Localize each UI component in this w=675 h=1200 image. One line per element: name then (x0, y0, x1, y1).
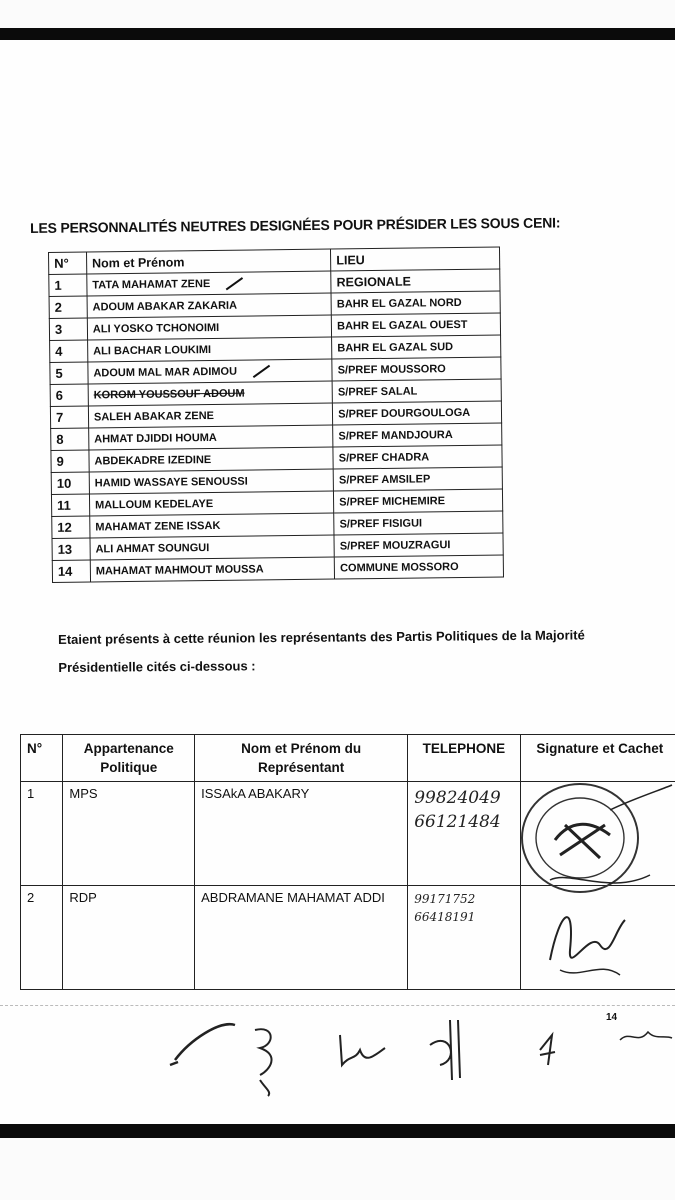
row-name: MAHAMAT MAHMOUT MOUSSA (90, 557, 335, 582)
handwritten-phone: 99824049 (414, 788, 501, 808)
handwritten-initials-icon (160, 1010, 675, 1100)
row-number: 7 (50, 406, 88, 428)
row-telephone (408, 782, 520, 886)
row-party: RDP (63, 886, 195, 990)
row-name: SALEH ABAKAR ZENE (88, 403, 333, 428)
row-number: 8 (51, 428, 89, 450)
row-name: AHMAT DJIDDI HOUMA (89, 425, 334, 450)
official-stamp-icon (510, 780, 675, 900)
header-name: Nom et Prénom (86, 249, 331, 274)
checkmark-icon (252, 364, 269, 377)
row-lieu: S/PREF AMSILEP (333, 467, 502, 491)
header-lieu: LIEU (331, 247, 500, 271)
row-lieu: BAHR EL GAZAL SUD (332, 335, 501, 359)
row-telephone (408, 886, 520, 990)
signature-icon (540, 890, 630, 990)
row-lieu: S/PREF MOUZRAGUI (334, 533, 503, 557)
row-number: 11 (51, 494, 89, 516)
header-number: N° (21, 735, 63, 782)
row-lieu: COMMUNE MOSSORO (334, 555, 503, 579)
row-number: 9 (51, 450, 89, 472)
row-number: 4 (50, 340, 88, 362)
header-representative: Nom et Prénom du Représentant (195, 735, 408, 782)
row-representative: ABDRAMANE MAHAMAT ADDI (195, 886, 408, 990)
row-number: 1 (49, 274, 87, 296)
row-number: 1 (21, 782, 63, 886)
row-name: MAHAMAT ZENE ISSAK (90, 513, 335, 538)
row-lieu: BAHR EL GAZAL NORD (331, 291, 500, 315)
section-heading: LES PERSONNALITÉS NEUTRES DESIGNÉES POUR PRÉSIDER LES SOUS CENI: (30, 214, 561, 236)
row-number: 3 (49, 318, 87, 340)
row-lieu: S/PREF MANDJOURA (333, 423, 502, 447)
row-lieu: S/PREF DOURGOULOGA (333, 401, 502, 425)
neutral-personalities-table (48, 246, 504, 582)
scan-bottom-border (0, 1124, 675, 1138)
header-party: Appartenance Politique (63, 735, 195, 782)
row-name: ALI AHMAT SOUNGUI (90, 535, 335, 560)
scan-top-border (0, 28, 675, 40)
row-number: 14 (52, 560, 90, 582)
header-telephone: TELEPHONE (408, 735, 520, 782)
handwritten-phone: 66121484 (414, 812, 501, 832)
row-number: 13 (52, 538, 90, 560)
row-lieu: BAHR EL GAZAL OUEST (331, 313, 500, 337)
row-number: 2 (49, 296, 87, 318)
row-name: TATA MAHAMAT ZENE (87, 271, 332, 296)
row-party: MPS (63, 782, 195, 886)
row-name: ALI BACHAR LOUKIMI (88, 337, 333, 362)
row-name-struck: KOROM YOUSSOUF ADOUM (88, 381, 333, 406)
row-name: ABDEKADRE IZEDINE (89, 447, 334, 472)
handwritten-phone: 66418191 (414, 910, 476, 924)
handwritten-phone: 99171752 (414, 892, 476, 906)
row-number: 2 (21, 886, 63, 990)
row-number: 6 (50, 384, 88, 406)
header-signature: Signature et Cachet (520, 735, 675, 782)
row-lieu: S/PREF MICHEMIRE (334, 489, 503, 513)
row-representative: ISSAkA ABAKARY (195, 782, 408, 886)
row-name: MALLOUM KEDELAYE (89, 491, 334, 516)
row-number: 5 (50, 362, 88, 384)
row-number: 12 (52, 516, 90, 538)
row-lieu: REGIONALE (331, 269, 500, 293)
row-lieu: S/PREF CHADRA (333, 445, 502, 469)
header-number: N° (49, 252, 87, 274)
row-name: ALI YOSKO TCHONOIMI (87, 315, 332, 340)
row-lieu: S/PREF FISIGUI (334, 511, 503, 535)
row-lieu: S/PREF SALAL (332, 379, 501, 403)
checkmark-icon (226, 277, 243, 290)
row-name: ADOUM MAL MAR ADIMOU (88, 359, 333, 384)
row-name: HAMID WASSAYE SENOUSSI (89, 469, 334, 494)
attendance-paragraph: Etaient présents à cette réunion les représentants des Partis Politiques de la Majorité Présidentielle cités ci-dessous : (58, 627, 585, 675)
row-number: 10 (51, 472, 89, 494)
row-name: ADOUM ABAKAR ZAKARIA (87, 293, 332, 318)
page-number: 14 (606, 1012, 618, 1023)
row-lieu: S/PREF MOUSSORO (332, 357, 501, 381)
table-header-row (21, 735, 675, 782)
page-divider (0, 1005, 675, 1006)
